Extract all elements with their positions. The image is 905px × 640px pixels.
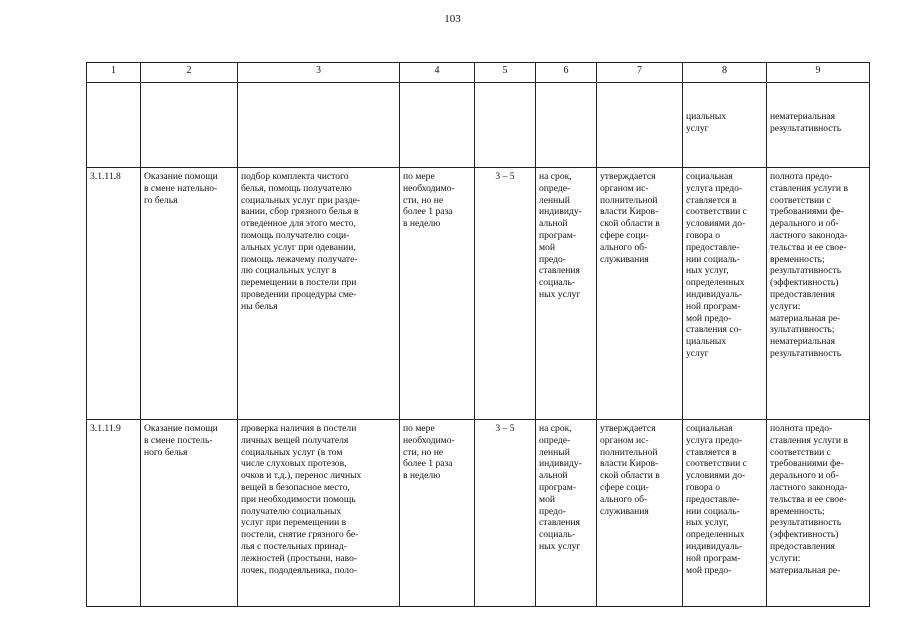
text-line: индивиду- xyxy=(539,458,582,470)
text-line: услуги: xyxy=(770,300,801,312)
text-line: ставления xyxy=(539,517,580,529)
text-line: результативность xyxy=(770,122,842,134)
text-line: условиями до- xyxy=(686,218,746,230)
text-line: услуга предо- xyxy=(686,182,743,194)
service-description xyxy=(238,420,400,607)
text-line: при необходимости помощь xyxy=(241,493,356,505)
text-line: нии социаль- xyxy=(686,505,740,517)
text-line: результативность xyxy=(770,517,842,529)
text-line: индивидуаль- xyxy=(686,288,743,300)
text-line: (эффективность) xyxy=(770,277,839,289)
text-line: нематериальная xyxy=(770,336,836,348)
text-line: ных услуг, xyxy=(686,517,729,529)
service-tariff xyxy=(597,168,683,420)
text-line: услуг при перемещении в xyxy=(241,517,347,529)
service-name xyxy=(141,168,238,420)
text-line: услуг xyxy=(686,122,709,134)
text-line: числе слуховых протезов, xyxy=(241,458,347,470)
text-line: власти Киров- xyxy=(600,458,659,470)
text-line: социальных услуг при разде- xyxy=(241,194,361,206)
text-line: материальная ре- xyxy=(770,312,841,324)
text-line: опреде- xyxy=(539,182,571,194)
text-line: предоставления xyxy=(770,288,835,300)
text-line: дерального и об- xyxy=(770,470,839,482)
text-line: циальных xyxy=(686,336,727,348)
text-line: ластного законода- xyxy=(770,229,848,241)
text-line: ального об- xyxy=(600,241,648,253)
text-line: на срок, xyxy=(539,423,572,434)
text-line: условиями до- xyxy=(686,470,746,482)
text-line: белья, помощь получателю xyxy=(241,182,352,194)
text-line: социальная xyxy=(686,171,733,182)
text-line: требованиями фе- xyxy=(770,458,844,470)
text-line: временность; xyxy=(770,505,825,517)
text-line: полнота предо- xyxy=(770,171,833,182)
continuation-conditions-cell xyxy=(683,83,767,168)
text-line: сти, но не xyxy=(403,194,444,206)
text-line: проверка наличия в постели xyxy=(241,423,357,434)
text-line: предо- xyxy=(539,505,566,517)
empty-cell xyxy=(238,83,400,168)
text-line: ной програм- xyxy=(686,552,741,564)
text-line: мой предо- xyxy=(686,312,732,324)
text-line: говора о xyxy=(686,229,721,241)
services-table xyxy=(86,62,870,607)
empty-cell xyxy=(87,83,141,168)
text-line: органом ис- xyxy=(600,434,649,446)
text-line: ленный xyxy=(539,446,570,458)
service-tariff xyxy=(597,420,683,607)
text-line: говора о xyxy=(686,481,721,493)
text-line: власти Киров- xyxy=(600,206,659,218)
text-line: на срок, xyxy=(539,171,572,182)
text-line: перемещении в постели при xyxy=(241,277,357,289)
text-line: социальных услуг (в том xyxy=(241,446,343,458)
column-number: 8 xyxy=(683,63,767,83)
text-line: результативность xyxy=(770,265,842,277)
text-line: ставления услуги в xyxy=(770,434,848,446)
text-line: ленный xyxy=(539,194,570,206)
page-number: 103 xyxy=(444,13,461,25)
service-indicators xyxy=(767,420,870,607)
empty-cell xyxy=(400,83,475,168)
text-line: ставления со- xyxy=(686,324,742,336)
text-line: подбор комплекта чистого xyxy=(241,171,349,182)
empty-cell xyxy=(536,83,597,168)
column-number: 5 xyxy=(475,63,536,83)
column-number: 7 xyxy=(597,63,683,83)
text-line: тельства и ее свое- xyxy=(770,493,847,505)
text-line: получателю социальных xyxy=(241,505,342,517)
table-row xyxy=(87,420,870,607)
text-line: индивиду- xyxy=(539,206,582,218)
service-duration: 3 – 5 xyxy=(475,420,536,607)
service-conditions xyxy=(683,420,767,607)
text-line: результативность xyxy=(770,347,842,359)
text-line: очков и т.д.), перенос личных xyxy=(241,470,362,482)
text-line: помощь получателю соци- xyxy=(241,229,350,241)
text-line: зультативность; xyxy=(770,324,835,336)
text-line: проведении процедуры сме- xyxy=(241,288,357,300)
text-line: мой xyxy=(539,241,556,253)
text-line: по мере xyxy=(403,171,435,182)
text-line: утверждается xyxy=(600,423,656,434)
column-number: 3 xyxy=(238,63,400,83)
service-frequency xyxy=(400,420,475,607)
text-line: сфере соци- xyxy=(600,481,649,493)
service-description xyxy=(238,168,400,420)
text-line: програм- xyxy=(539,481,576,493)
text-line: предоставле- xyxy=(686,241,740,253)
service-indicators xyxy=(767,168,870,420)
text-line: нематериальная xyxy=(770,111,836,122)
text-line: социаль- xyxy=(539,277,576,289)
text-line: ластного законода- xyxy=(770,481,848,493)
text-line: нии социаль- xyxy=(686,253,740,265)
service-conditions xyxy=(683,168,767,420)
service-term xyxy=(536,420,597,607)
column-number: 4 xyxy=(400,63,475,83)
column-number: 6 xyxy=(536,63,597,83)
text-line: необходимо- xyxy=(403,434,455,446)
text-line: ставления услуги в xyxy=(770,182,848,194)
text-line: по мере xyxy=(403,423,435,434)
text-line: утверждается xyxy=(600,171,656,182)
text-line: циальных xyxy=(686,111,727,122)
text-line: опреде- xyxy=(539,434,571,446)
text-line: ской области в xyxy=(600,470,660,482)
text-line: полнительной xyxy=(600,446,658,458)
text-line: сфере соци- xyxy=(600,229,649,241)
text-line: вании, сбор грязного белья в xyxy=(241,206,359,218)
text-line: ных услуг xyxy=(539,288,581,300)
text-line: сти, но не xyxy=(403,446,444,458)
text-line: ной програм- xyxy=(686,300,741,312)
text-line: временность; xyxy=(770,253,825,265)
text-line: материальная ре- xyxy=(770,564,841,576)
text-line: служивания xyxy=(600,253,649,265)
text-line: ного белья xyxy=(144,446,188,458)
text-line: предоставления xyxy=(770,540,835,552)
table-row xyxy=(87,168,870,420)
text-line: мой предо- xyxy=(686,564,732,576)
empty-cell xyxy=(475,83,536,168)
text-line: органом ис- xyxy=(600,182,649,194)
service-term xyxy=(536,168,597,420)
text-line: индивидуаль- xyxy=(686,540,743,552)
text-line: ставляется в xyxy=(686,194,737,206)
service-frequency xyxy=(400,168,475,420)
empty-cell xyxy=(141,83,238,168)
continuation-row xyxy=(87,83,870,168)
text-line: лочек, пододеяльника, поло- xyxy=(241,564,358,576)
text-line: Оказание помощи xyxy=(144,171,218,182)
text-line: услуг xyxy=(686,347,709,359)
text-line: соответствии с xyxy=(770,194,831,206)
text-line: постели, снятие грязного бе- xyxy=(241,529,359,541)
text-line: програм- xyxy=(539,229,576,241)
text-line: определенных xyxy=(686,529,745,541)
text-line: требованиями фе- xyxy=(770,206,844,218)
column-number: 9 xyxy=(767,63,870,83)
text-line: дерального и об- xyxy=(770,218,839,230)
text-line: тельства и ее свое- xyxy=(770,241,847,253)
text-line: в смене нательно- xyxy=(144,182,218,194)
text-line: необходимо- xyxy=(403,182,455,194)
text-line: ской области в xyxy=(600,218,660,230)
text-line: полнительной xyxy=(600,194,658,206)
text-line: соответствии с xyxy=(686,206,747,218)
service-code: 3.1.11.8 xyxy=(87,168,141,420)
text-line: альной xyxy=(539,470,568,482)
text-line: соответствии с xyxy=(770,446,831,458)
text-line: предо- xyxy=(539,253,566,265)
column-number: 1 xyxy=(87,63,141,83)
text-line: в смене постель- xyxy=(144,434,213,446)
text-line: в неделю xyxy=(403,218,441,230)
text-line: более 1 раза xyxy=(403,458,453,470)
text-line: услуги: xyxy=(770,552,801,564)
text-line: социальная xyxy=(686,423,733,434)
text-line: лья с постельных принад- xyxy=(241,540,347,552)
text-line: услуга предо- xyxy=(686,434,743,446)
text-line: определенных xyxy=(686,277,745,289)
text-line: в неделю xyxy=(403,470,441,482)
text-line: социаль- xyxy=(539,529,576,541)
service-name xyxy=(141,420,238,607)
text-line: служивания xyxy=(600,505,649,517)
text-line: предоставле- xyxy=(686,493,740,505)
text-line: лю социальных услуг в xyxy=(241,265,337,277)
text-line: го белья xyxy=(144,194,178,206)
service-duration: 3 – 5 xyxy=(475,168,536,420)
text-line: вещей в безопасное место, xyxy=(241,481,350,493)
text-line: ставления xyxy=(539,265,580,277)
text-line: мой xyxy=(539,493,556,505)
text-line: отведенное для этого место, xyxy=(241,218,356,230)
service-code: 3.1.11.9 xyxy=(87,420,141,607)
text-line: личных вещей получателя xyxy=(241,434,349,446)
text-line: ных услуг, xyxy=(686,265,729,277)
text-line: ставляется в xyxy=(686,446,737,458)
text-line: ны белья xyxy=(241,300,278,312)
column-number: 2 xyxy=(141,63,238,83)
text-line: альных услуг при одевании, xyxy=(241,241,356,253)
text-line: Оказание помощи xyxy=(144,423,218,434)
column-numbers-row xyxy=(87,63,870,83)
text-line: ального об- xyxy=(600,493,648,505)
empty-cell xyxy=(597,83,683,168)
text-line: альной xyxy=(539,218,568,230)
text-line: помощь лежачему получате- xyxy=(241,253,358,265)
text-line: ных услуг xyxy=(539,540,581,552)
text-line: лежностей (простыни, наво- xyxy=(241,552,358,564)
text-line: соответствии с xyxy=(686,458,747,470)
continuation-indicators-cell xyxy=(767,83,870,168)
text-line: более 1 раза xyxy=(403,206,453,218)
text-line: полнота предо- xyxy=(770,423,833,434)
text-line: (эффективность) xyxy=(770,529,839,541)
